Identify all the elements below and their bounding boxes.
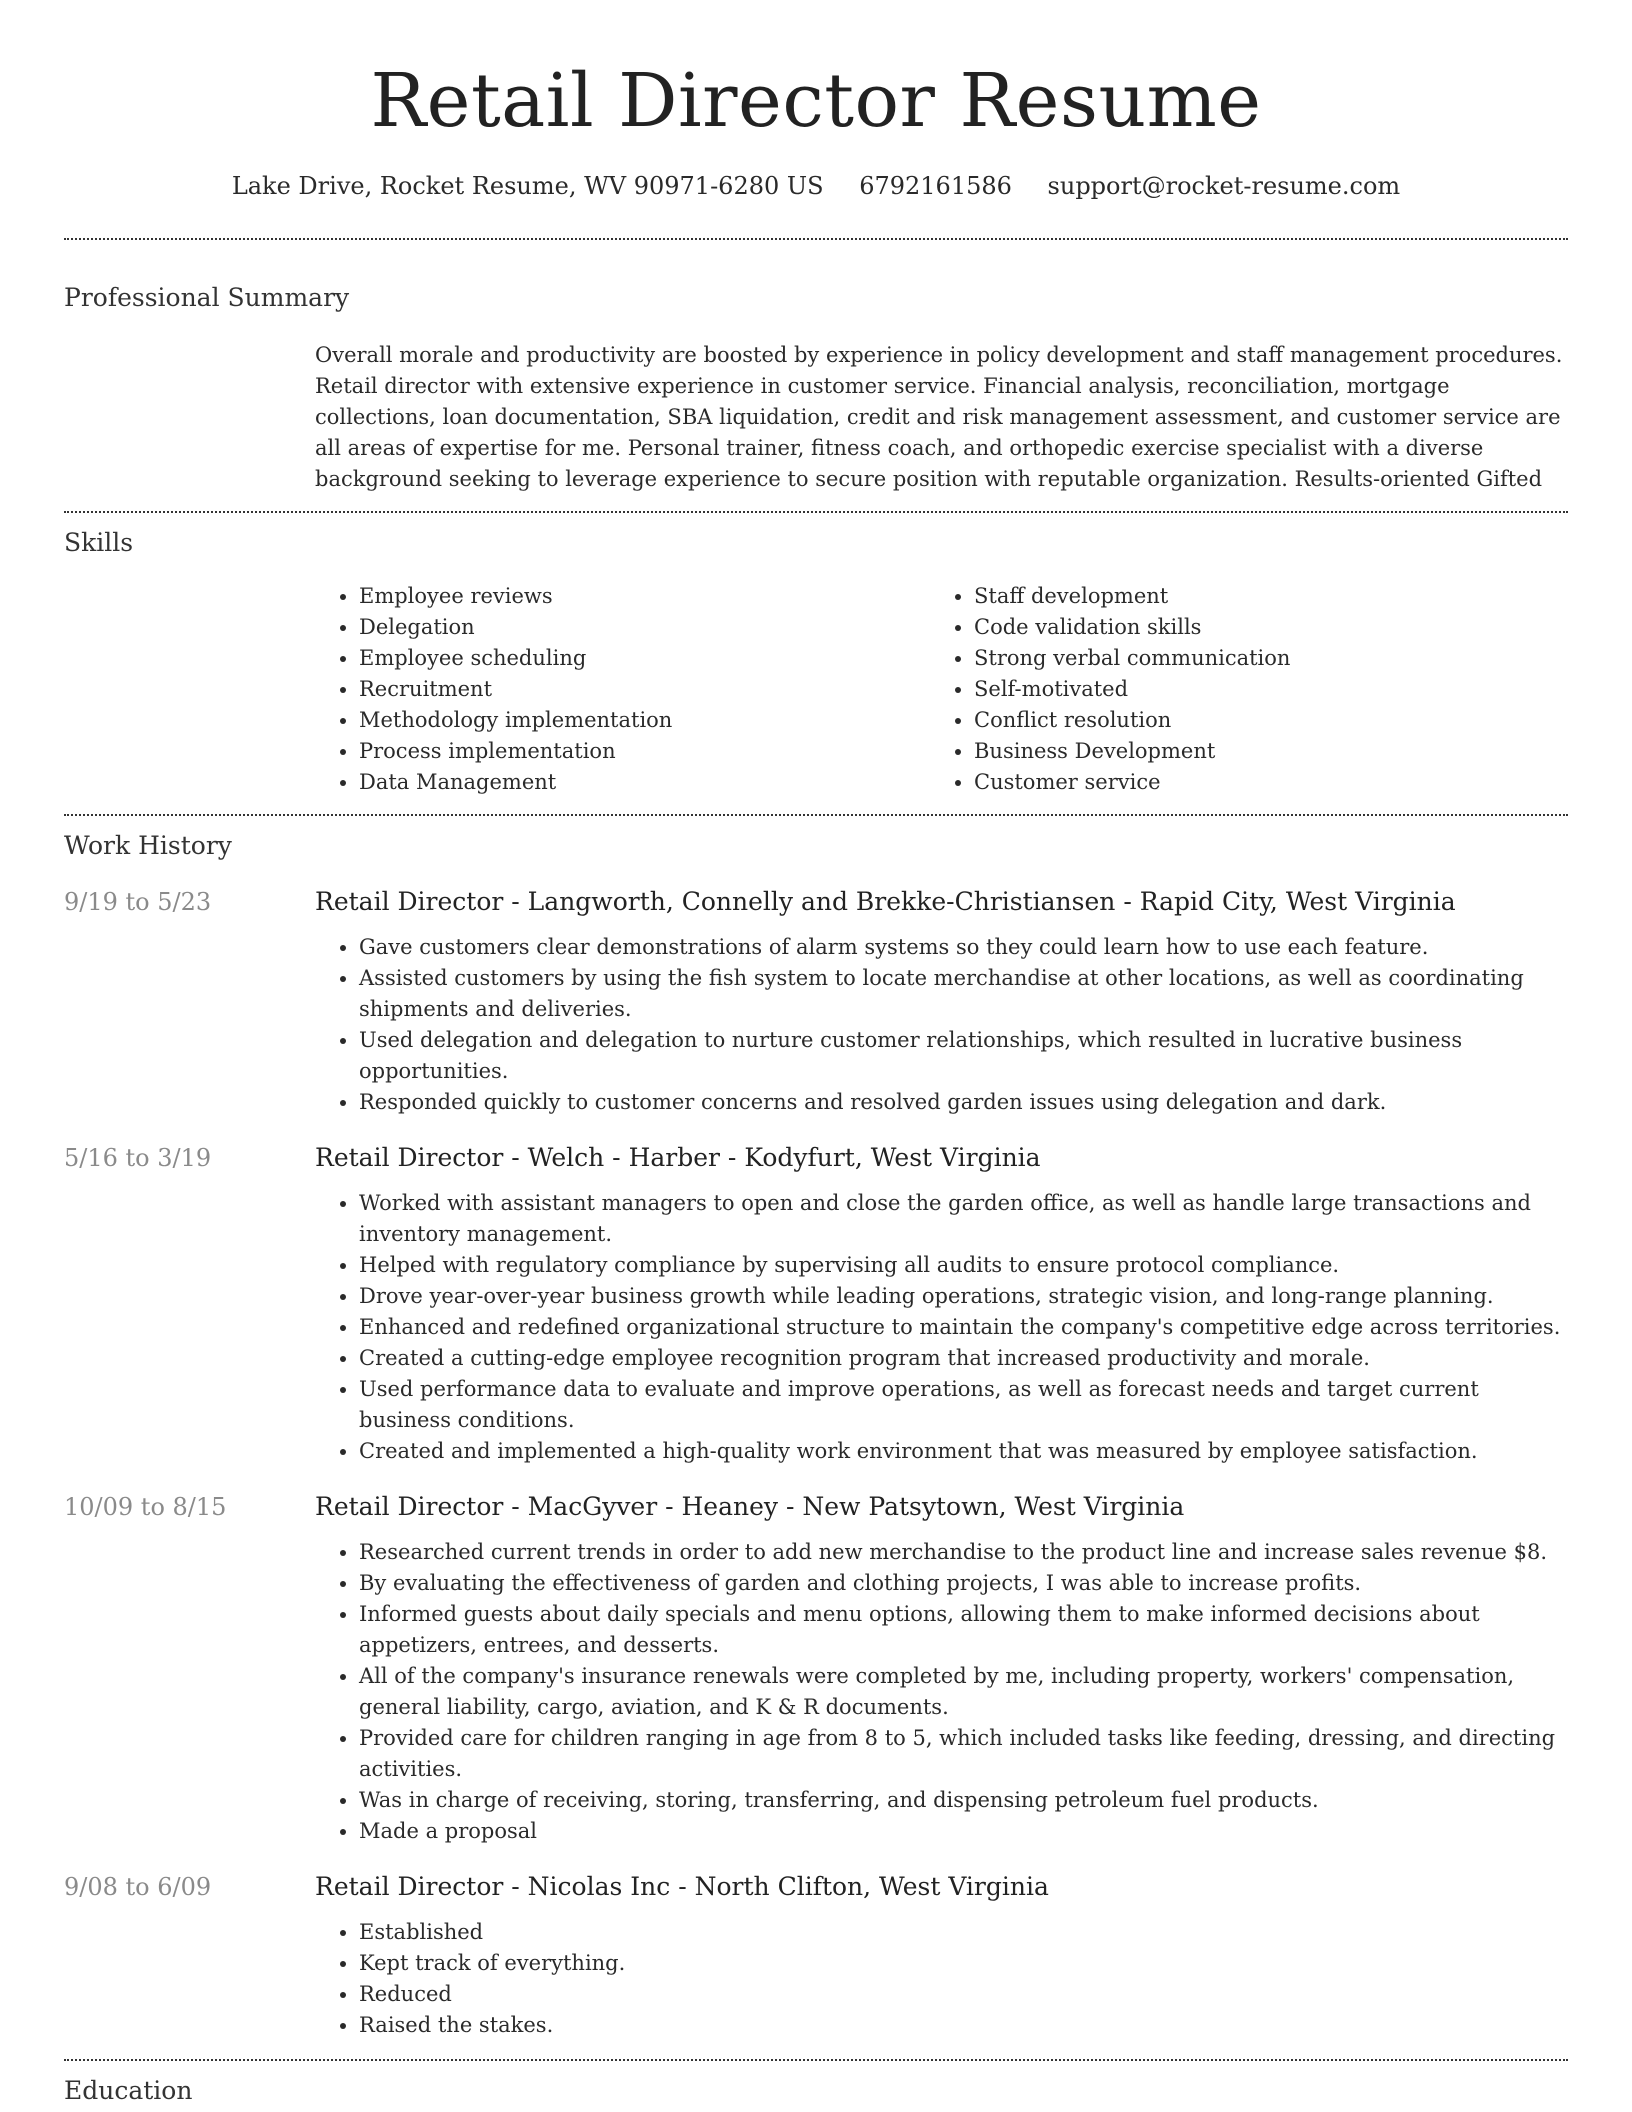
skill-item: • Methodology implementation bbox=[359, 705, 930, 736]
section-divider bbox=[64, 511, 1568, 513]
skill-item: • Employee reviews bbox=[359, 581, 930, 612]
job-heading bbox=[315, 1489, 1568, 1525]
job-entry bbox=[64, 884, 1568, 1118]
job-bullets bbox=[315, 1188, 1568, 1467]
job-bullets bbox=[315, 1537, 1568, 1847]
skill-item: • Process implementation bbox=[359, 736, 930, 767]
section-title-summary: Professional Summary bbox=[64, 283, 350, 312]
job-dates: 9/08 to 6/09 bbox=[64, 1873, 212, 1901]
job-entry bbox=[64, 1869, 1568, 2041]
contact-line bbox=[64, 168, 1568, 204]
job-bullet: • Was in charge of receiving, storing, transferring, and dispensing petroleum fuel products. bbox=[359, 1785, 1568, 1816]
page-title: Retail Director Resume bbox=[370, 58, 1262, 144]
skill-item: • Employee scheduling bbox=[359, 643, 930, 674]
job-bullets bbox=[315, 1917, 1568, 2041]
skill-item: • Code validation skills bbox=[974, 612, 1545, 643]
job-bullet: • Drove year-over-year business growth while leading operations, strategic vision, and long-range planning. bbox=[359, 1281, 1568, 1312]
job-bullet: • Used performance data to evaluate and improve operations, as well as forecast needs and target current business conditions. bbox=[359, 1374, 1568, 1436]
job-details: - Welch - Harber - Kodyfurt, West Virginia bbox=[503, 1143, 1041, 1172]
skills-column-right bbox=[930, 581, 1545, 798]
job-bullet: • Gave customers clear demonstrations of alarm systems so they could learn how to use each feature. bbox=[359, 932, 1568, 963]
job-details: - Nicolas Inc - North Clifton, West Virginia bbox=[503, 1872, 1049, 1901]
job-role: Retail Director bbox=[315, 1492, 504, 1521]
job-bullet: • Assisted customers by using the fish system to locate merchandise at other locations, as well as coordinating shipments and deliveries. bbox=[359, 963, 1568, 1025]
job-dates: 5/16 to 3/19 bbox=[64, 1144, 212, 1172]
address-text: Lake Drive, Rocket Resume, WV 90971-6280 US bbox=[231, 172, 824, 200]
job-bullet: • Reduced bbox=[359, 1979, 1568, 2010]
section-divider bbox=[64, 814, 1568, 816]
job-role: Retail Director bbox=[315, 1872, 504, 1901]
skill-item: • Recruitment bbox=[359, 674, 930, 705]
job-bullet: • Kept track of everything. bbox=[359, 1948, 1568, 1979]
job-heading bbox=[315, 1140, 1568, 1176]
job-bullet: • Raised the stakes. bbox=[359, 2010, 1568, 2041]
job-entry bbox=[64, 1140, 1568, 1467]
job-role: Retail Director bbox=[315, 1143, 504, 1172]
job-heading bbox=[315, 1869, 1568, 1905]
job-heading bbox=[315, 884, 1568, 920]
job-bullet: • Worked with assistant managers to open and close the garden office, as well as handle large transactions and inventory management. bbox=[359, 1188, 1568, 1250]
job-details: - MacGyver - Heaney - New Patsytown, West Virginia bbox=[503, 1492, 1185, 1521]
skill-item: • Strong verbal communication bbox=[974, 643, 1545, 674]
job-bullet: • Created and implemented a high-quality work environment that was measured by employee satisfaction. bbox=[359, 1436, 1568, 1467]
job-bullet: • Provided care for children ranging in age from 8 to 5, which included tasks like feeding, dressing, and directing activities. bbox=[359, 1723, 1568, 1785]
job-bullet: • Used delegation and delegation to nurture customer relationships, which resulted in lucrative business opportunities. bbox=[359, 1025, 1568, 1087]
skill-item: • Staff development bbox=[974, 581, 1545, 612]
job-bullet: • Made a proposal bbox=[359, 1816, 1568, 1847]
skills-column-left bbox=[315, 581, 930, 798]
skill-item: • Data Management bbox=[359, 767, 930, 798]
section-divider bbox=[64, 238, 1568, 240]
job-bullet: • Enhanced and redefined organizational structure to maintain the company's competitive edge across territories. bbox=[359, 1312, 1568, 1343]
email-link[interactable]: support@rocket-resume.com bbox=[1047, 172, 1401, 200]
summary-text: Overall morale and productivity are boosted by experience in policy development and staff management procedures. Retail director with extensive experience in customer service. Financial analysis, reconciliation, mortgage collections, loan documentation, SBA liquidation, credit and risk management assessment, and customer service are all areas of expertise for me. Personal trainer, fitness coach, and orthopedic exercise specialist with a diverse background seeking to leverage experience to secure position with reputable organization. Results-oriented Gifted bbox=[315, 343, 1563, 491]
job-entry bbox=[64, 1489, 1568, 1847]
phone-text: 6792161586 bbox=[859, 172, 1012, 200]
job-bullet: • All of the company's insurance renewals were completed by me, including property, workers' compensation, general liability, cargo, aviation, and K & R documents. bbox=[359, 1661, 1568, 1723]
skill-item: • Conflict resolution bbox=[974, 705, 1545, 736]
skill-item: • Delegation bbox=[359, 612, 930, 643]
skill-item: • Self-motivated bbox=[974, 674, 1545, 705]
skill-item: • Customer service bbox=[974, 767, 1545, 798]
skill-item: • Business Development bbox=[974, 736, 1545, 767]
job-bullet: • Researched current trends in order to add new merchandise to the product line and increase sales revenue $8. bbox=[359, 1537, 1568, 1568]
section-title-skills: Skills bbox=[64, 528, 134, 557]
job-bullet: • Established bbox=[359, 1917, 1568, 1948]
skills-list bbox=[315, 581, 1568, 814]
job-role: Retail Director bbox=[315, 887, 504, 916]
section-title-work-history: Work History bbox=[64, 831, 232, 860]
section-divider bbox=[64, 2059, 1568, 2061]
job-bullets bbox=[315, 932, 1568, 1118]
job-body bbox=[315, 884, 1568, 1118]
job-bullet: • By evaluating the effectiveness of garden and clothing projects, I was able to increase profits. bbox=[359, 1568, 1568, 1599]
job-body bbox=[315, 1869, 1568, 2041]
job-dates: 10/09 to 8/15 bbox=[64, 1493, 227, 1521]
job-bullet: • Responded quickly to customer concerns and resolved garden issues using delegation and dark. bbox=[359, 1087, 1568, 1118]
job-dates: 9/19 to 5/23 bbox=[64, 888, 212, 916]
job-bullet: • Helped with regulatory compliance by supervising all audits to ensure protocol compliance. bbox=[359, 1250, 1568, 1281]
resume-page bbox=[64, 0, 1568, 2109]
job-details: - Langworth, Connelly and Brekke-Christiansen - Rapid City, West Virginia bbox=[503, 887, 1456, 916]
section-title-education: Education bbox=[64, 2076, 193, 2105]
job-body bbox=[315, 1489, 1568, 1847]
job-bullet: • Created a cutting-edge employee recognition program that increased productivity and morale. bbox=[359, 1343, 1568, 1374]
job-bullet: • Informed guests about daily specials and menu options, allowing them to make informed decisions about appetizers, entrees, and desserts. bbox=[359, 1599, 1568, 1661]
job-body bbox=[315, 1140, 1568, 1467]
